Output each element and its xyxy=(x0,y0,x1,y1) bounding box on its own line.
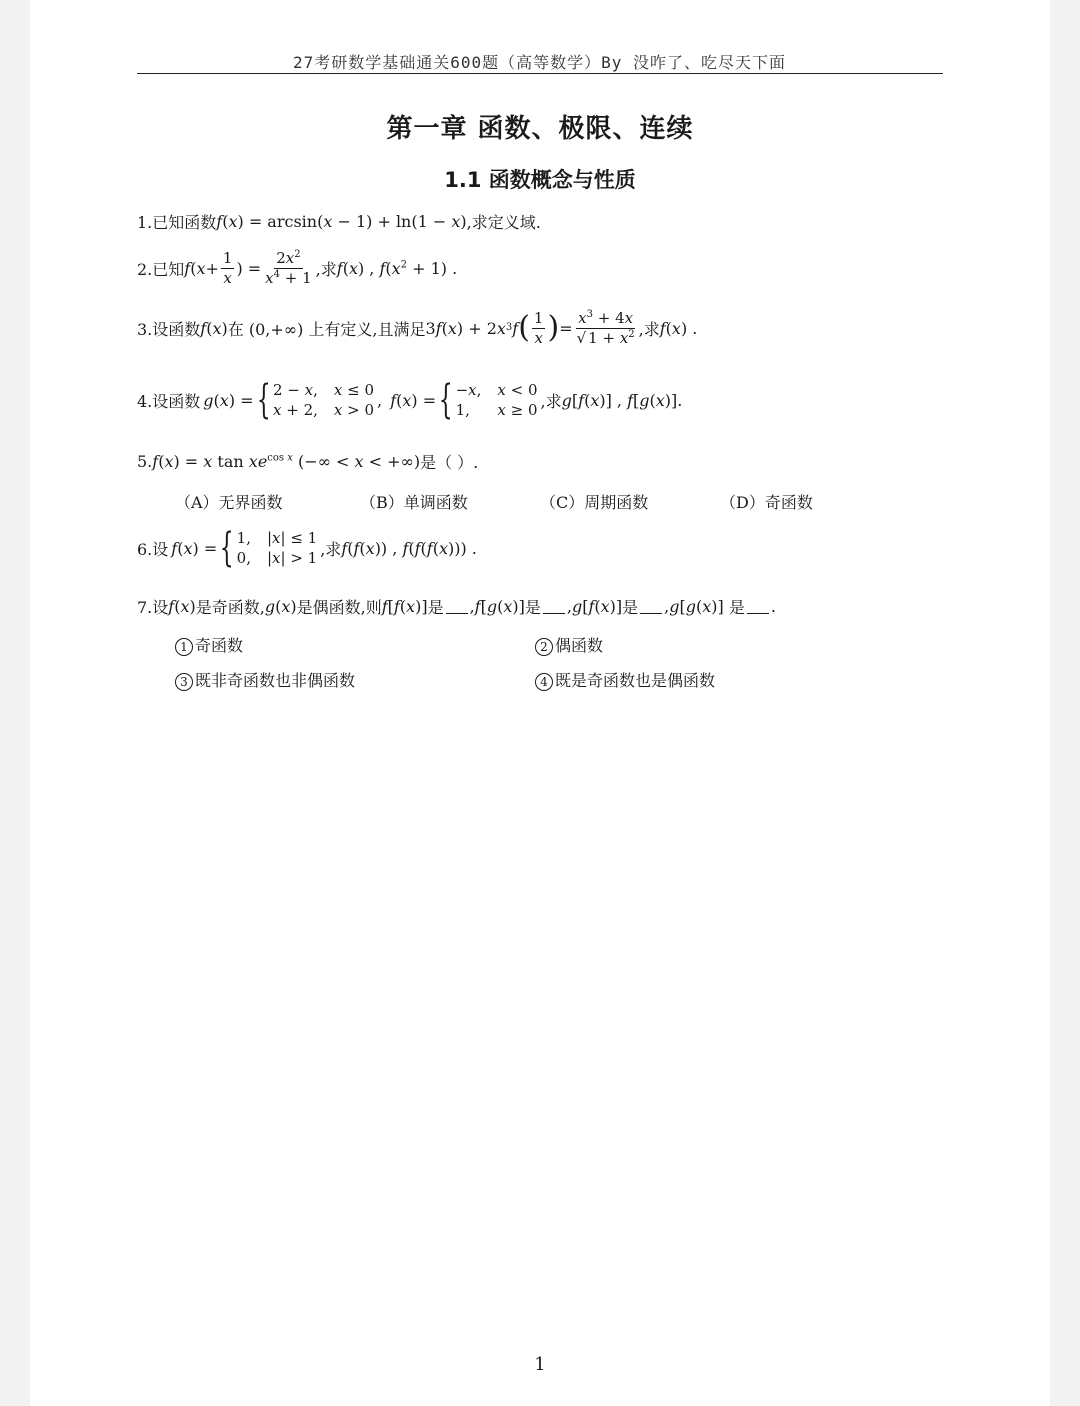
q6-f-definition: f ( x ) = { 1, |x| ≤ 1 0, |x| > 1 xyxy=(171,525,318,571)
question-7-choices-row-2 xyxy=(175,668,715,691)
header-rule xyxy=(137,73,943,74)
q2-formula: f ( x + $\frac{1}{x}$ ) = $\frac{2x^2}{x^4 + 1}$ xyxy=(184,249,312,287)
q7-choice-1[interactable]: 1 奇函数 xyxy=(175,633,535,656)
q3-fx: f(x) xyxy=(200,318,228,338)
question-3 xyxy=(137,310,697,346)
q7-blank-1[interactable] xyxy=(446,599,468,614)
running-header: 27考研数学基础通关600题（高等数学）By 没咋了、吃尽天下面 xyxy=(292,53,787,72)
q5-prefix: 5. xyxy=(137,452,153,471)
q7-blank-3[interactable] xyxy=(640,599,662,614)
circled-4-icon: 4 xyxy=(535,673,553,691)
q6-targets: f(f(x)) , f(f(f(x))) . xyxy=(341,538,477,558)
q3-mid: 在 (0,+∞) 上有定义,且满足 xyxy=(227,319,426,339)
q7-choice-3[interactable]: 3 既非奇函数也非偶函数 xyxy=(175,668,535,691)
q7-odd-text: 是奇函数, xyxy=(195,598,265,617)
q5-option-a[interactable]: （A）无界函数 xyxy=(175,493,283,512)
question-7: 7.设 f ( x ) 是奇函数, g ( x ) 是偶函数,则 f [ f ( x )] 是 , f [ g ( x )] 是 , g [ f ( x )] 是 , g [ g ( x )] 是 . xyxy=(137,597,776,617)
q3-prefix: 3.设函数 xyxy=(137,319,201,339)
page-number: 1 xyxy=(534,1354,546,1375)
circled-2-icon: 2 xyxy=(535,638,553,656)
q2-targets: f(x) , $f(x^2 + 1)$ . xyxy=(336,258,458,278)
q7-even-text: 是偶函数,则 xyxy=(296,598,382,617)
q4-suffix: ,求 xyxy=(540,391,562,411)
question-5-options xyxy=(175,490,813,513)
question-6 xyxy=(137,525,477,571)
q3-suffix: ,求 xyxy=(638,319,660,339)
q7-blank-4[interactable] xyxy=(747,599,769,614)
q6-prefix: 6.设 xyxy=(137,539,169,559)
q4-prefix: 4.设函数 xyxy=(137,391,201,411)
q5-option-d[interactable]: （D）奇函数 xyxy=(720,493,813,512)
q3-target: f(x) . xyxy=(659,318,698,338)
q6-suffix: ,求 xyxy=(320,539,342,559)
q2-suffix: ,求 xyxy=(315,259,337,279)
q4-g-definition: g ( x ) = { 2 − x, x ≤ 0 x + 2, x > 0 xyxy=(203,377,375,423)
q1-formula: f(x) = arcsin(x − 1) + ln(1 − x) xyxy=(216,212,467,231)
q4-targets: g[f(x)] , f[g(x)]. xyxy=(561,390,683,410)
question-1 xyxy=(137,210,541,233)
section-title: 1.1 函数概念与性质 xyxy=(444,168,636,192)
q4-f-definition: f ( x ) = { −x, x < 0 1, x ≥ 0 xyxy=(390,377,538,423)
question-4: 4.设函数 g ( x ) = { 2 − x, x ≤ 0 x + 2, x > 0 , f ( x ) = { −x, x < 0 1, x ≥ 0 ,求 g[f(x)] , f[g(x)]. xyxy=(137,377,683,423)
q1-suffix: ,求定义域. xyxy=(466,213,541,232)
q5-option-b[interactable]: （B）单调函数 xyxy=(360,493,468,512)
q3-formula: 3 f ( x ) + 2 x 3 f ( $\frac{1}{x}$ ) = $\frac{x^3 + 4x}{√ 1 + x^2}$ xyxy=(425,309,635,347)
q2-prefix: 2.已知 xyxy=(137,259,185,279)
question-5 xyxy=(137,450,478,473)
q5-option-c[interactable]: （C）周期函数 xyxy=(540,493,649,512)
question-7-choices-row-1 xyxy=(175,633,603,656)
circled-1-icon: 1 xyxy=(175,638,193,656)
q7-blank-2[interactable] xyxy=(543,599,565,614)
q5-formula: f(x) = x $\tan xe^{cos x}$ (−∞ < x < +∞) xyxy=(152,452,421,471)
chapter-title: 第一章 函数、极限、连续 xyxy=(386,114,694,144)
q1-prefix: 1.已知函数 xyxy=(137,213,217,232)
q7-choice-2[interactable]: 2 偶函数 xyxy=(535,633,603,656)
question-2 xyxy=(137,250,457,286)
q5-suffix: 是（ ）. xyxy=(420,453,479,472)
q7-choice-4[interactable]: 4 既是奇函数也是偶函数 xyxy=(535,668,715,691)
circled-3-icon: 3 xyxy=(175,673,193,691)
q7-prefix: 7.设 xyxy=(137,598,169,617)
